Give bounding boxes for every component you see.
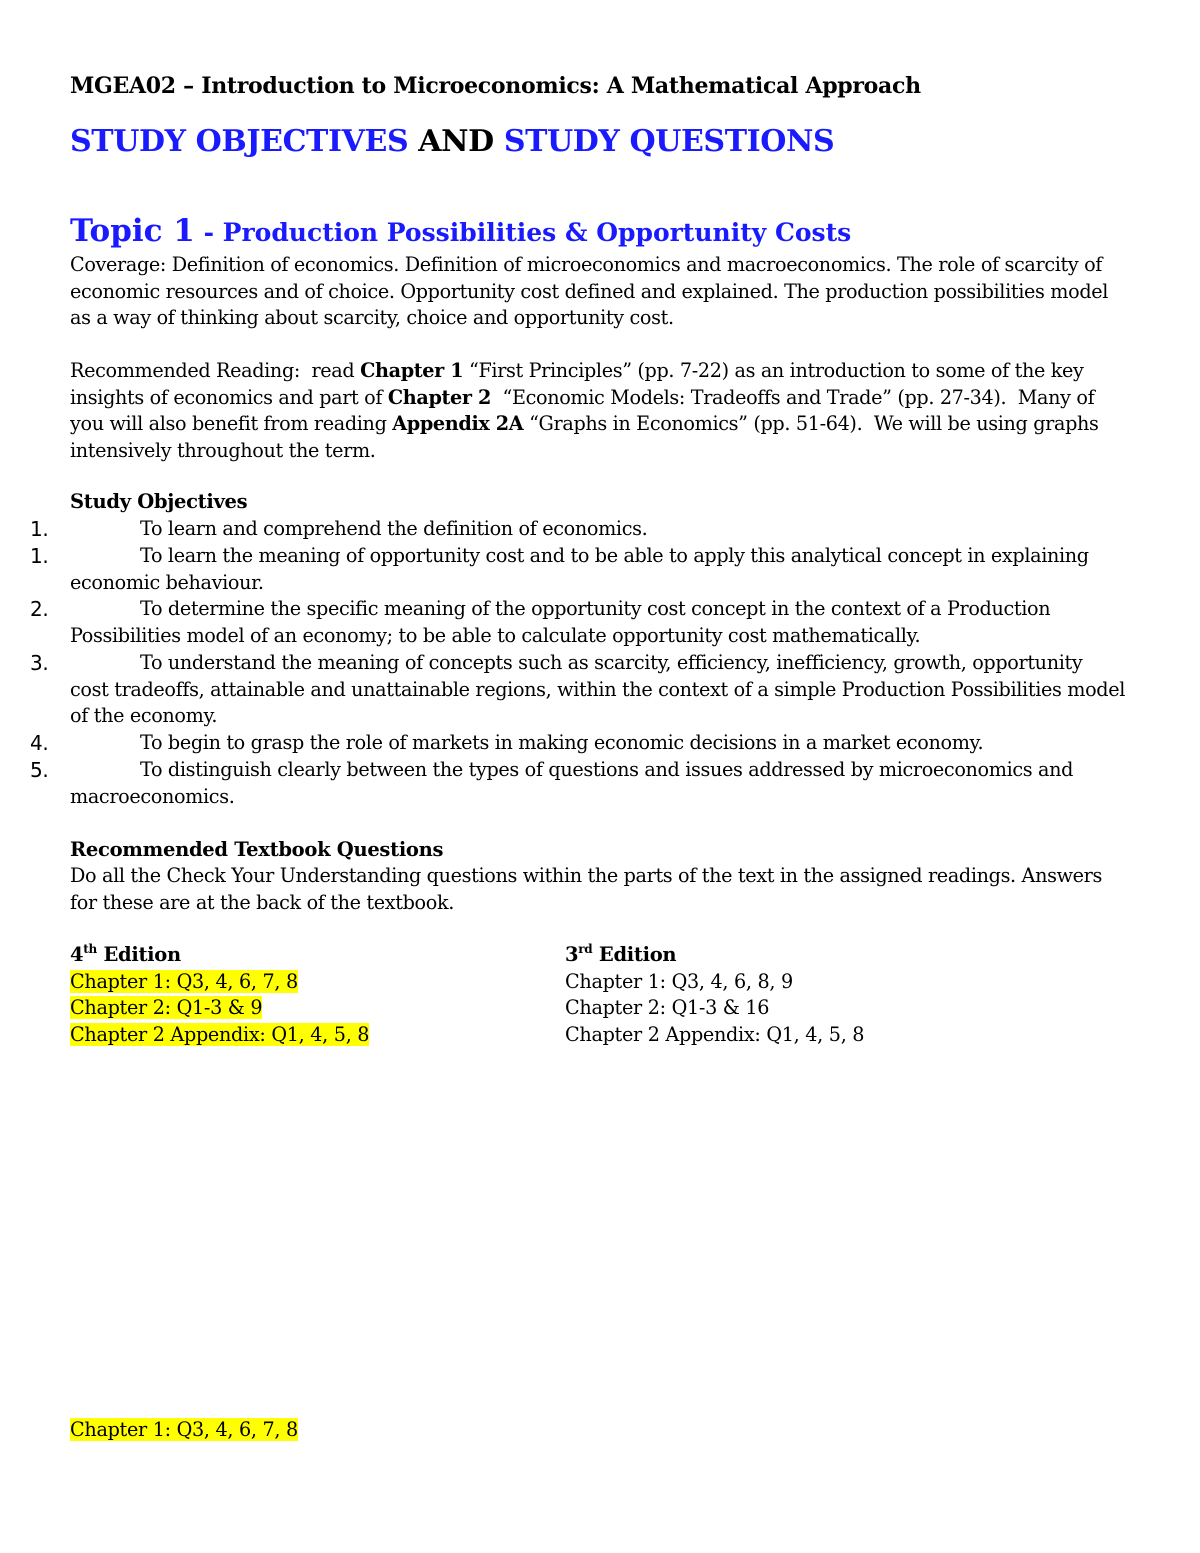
objective-text: macroeconomics. <box>70 784 235 808</box>
page-heading <box>70 124 834 159</box>
footer-note <box>70 1417 298 1444</box>
objective-text: To distinguish clearly between the types of questions and issues addressed by microeconomics and <box>140 758 1074 781</box>
objective-text: To learn and comprehend the definition of economics. <box>140 517 648 540</box>
edition-suffix: th <box>83 942 97 956</box>
objective-number: 5. <box>30 758 49 782</box>
study-objectives-title: Study Objectives <box>70 490 248 513</box>
coverage-line: as a way of thinking about scarcity, choice and opportunity cost. <box>70 306 674 329</box>
topic-heading <box>70 213 851 249</box>
footer-highlight: Chapter 1: Q3, 4, 6, 7, 8 <box>70 1418 298 1441</box>
coverage-line: Coverage: Definition of economics. Definition of microeconomics and macroeconomics. The role of scarcity of <box>70 253 1103 276</box>
objective-text: of the economy. <box>70 704 218 727</box>
objective-item <box>30 543 1130 596</box>
reading-text: “Economic Models: Tradeoffs and Trade” (pp. 27-34). Many of <box>491 385 1095 409</box>
edition-number: 3 <box>565 943 579 966</box>
edition-item: Chapter 2: Q1-3 & 9 <box>70 996 263 1019</box>
reading-chapter-2: Chapter 2 <box>387 385 491 409</box>
objective-item <box>30 650 1130 730</box>
textbook-paragraph <box>70 863 1140 916</box>
reading-line <box>70 411 1140 438</box>
objective-item <box>30 757 1130 810</box>
objective-number: 1. <box>30 517 49 541</box>
edition-label: Edition <box>96 943 181 966</box>
edition-label: Edition <box>592 943 677 966</box>
objective-item <box>30 730 1130 757</box>
topic-number: Topic 1 <box>70 213 195 249</box>
objective-text: To learn the meaning of opportunity cost and to be able to apply this analytical concept in explaining <box>140 544 1089 567</box>
edition-item: Chapter 2 Appendix: Q1, 4, 5, 8 <box>70 1022 370 1046</box>
objective-text: Possibilities model of an economy; to be able to calculate opportunity cost mathematically. <box>70 623 921 647</box>
objective-number: 3. <box>30 651 49 675</box>
reading-text: you will also benefit from reading <box>70 412 393 435</box>
heading-study-objectives: STUDY OBJECTIVES <box>70 124 409 159</box>
objective-text: To begin to grasp the role of markets in making economic decisions in a market economy. <box>140 731 984 754</box>
textbook-line: Do all the Check Your Understanding questions within the parts of the text in the assigned readings. Answers <box>70 864 1102 887</box>
fourth-edition-column <box>70 942 369 1048</box>
edition-item: Chapter 1: Q3, 4, 6, 8, 9 <box>565 969 793 993</box>
objective-number: 4. <box>30 731 49 755</box>
reading-line <box>70 358 1140 385</box>
third-edition-column <box>565 942 864 1048</box>
reading-paragraph <box>70 358 1140 464</box>
edition-item: Chapter 1: Q3, 4, 6, 7, 8 <box>70 969 298 993</box>
reading-text: insights of economics and part of <box>70 385 388 409</box>
reading-text: Recommended Reading: read <box>70 359 361 382</box>
reading-line: intensively throughout the term. <box>70 438 376 462</box>
edition-suffix: rd <box>578 942 593 956</box>
heading-and: AND <box>408 124 504 159</box>
objective-text: To understand the meaning of concepts such as scarcity, efficiency, inefficiency, growth, opportunity <box>140 651 1083 674</box>
reading-text: “Graphs in Economics” (pp. 51-64). We will be using graphs <box>523 412 1099 435</box>
coverage-paragraph <box>70 252 1140 332</box>
objective-text: cost tradeoffs, attainable and unattainable regions, within the context of a simple Production Possibilities model <box>70 677 1126 701</box>
fourth-edition-heading <box>70 942 369 969</box>
objective-text: economic behaviour. <box>70 570 264 594</box>
coverage-line: economic resources and of choice. Opportunity cost defined and explained. The production possibilities model <box>70 279 1109 303</box>
textbook-questions-title: Recommended Textbook Questions <box>70 838 444 861</box>
course-title: MGEA02 – Introduction to Microeconomics: A Mathematical Approach <box>70 73 921 99</box>
third-edition-heading <box>565 942 864 969</box>
reading-line <box>70 385 1140 412</box>
edition-item: Chapter 2: Q1-3 & 16 <box>565 996 770 1019</box>
objective-number: 2. <box>30 597 49 621</box>
edition-item: Chapter 2 Appendix: Q1, 4, 5, 8 <box>565 1022 865 1046</box>
objective-text: To determine the specific meaning of the opportunity cost concept in the context of a Production <box>140 597 1051 620</box>
edition-number: 4 <box>70 943 84 966</box>
reading-appendix-2a: Appendix 2A <box>392 412 524 435</box>
heading-study-questions: STUDY QUESTIONS <box>503 124 835 159</box>
objective-number: 1. <box>30 544 49 568</box>
textbook-line: for these are at the back of the textbook. <box>70 890 454 914</box>
topic-title: - Production Possibilities & Opportunity Costs <box>194 218 852 247</box>
reading-text: “First Principles” (pp. 7-22) as an introduction to some of the key <box>463 359 1084 382</box>
objective-item <box>30 516 1130 543</box>
objective-item <box>30 596 1130 649</box>
reading-chapter-1: Chapter 1 <box>360 359 464 382</box>
